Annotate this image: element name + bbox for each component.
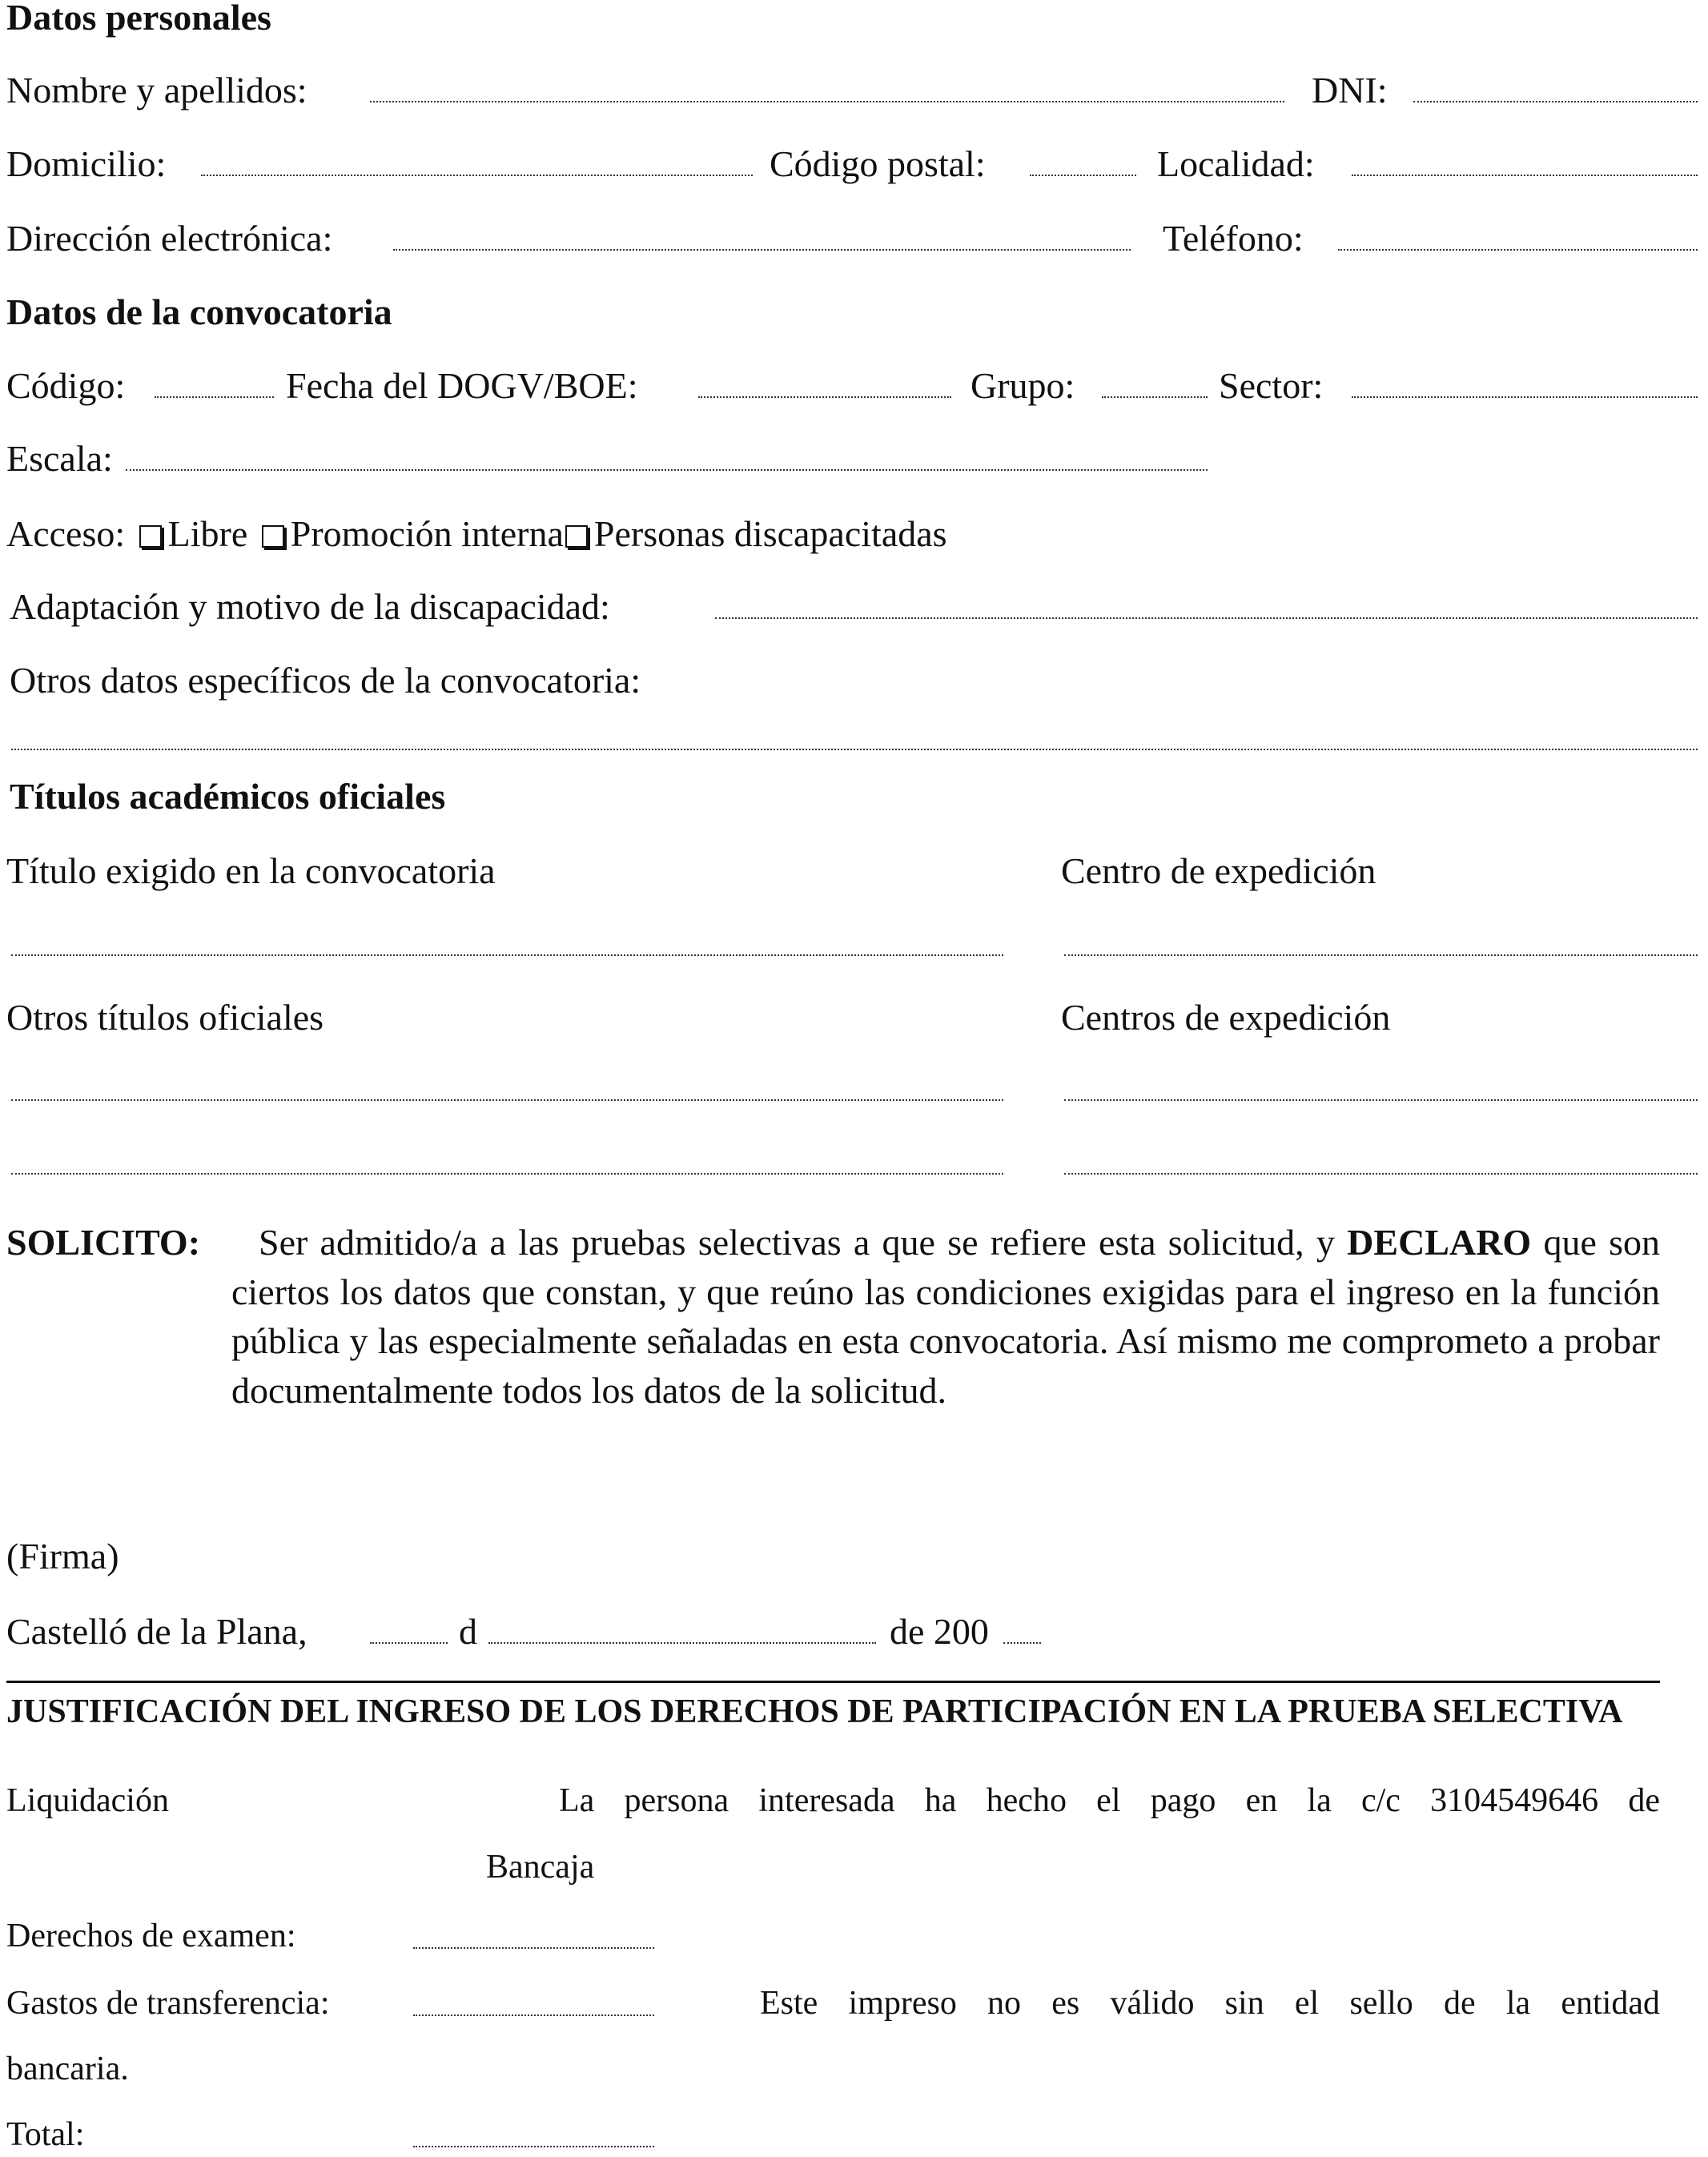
name-label: Nombre y apellidos: xyxy=(6,70,307,110)
month-field[interactable] xyxy=(488,1642,876,1644)
date-label: Fecha del DOGV/BOE: xyxy=(286,365,638,406)
other-data-field[interactable] xyxy=(11,749,1698,750)
group-label: Grupo: xyxy=(971,365,1075,406)
other-data-label: Otros datos específicos de la convocatoria: xyxy=(10,660,641,701)
year-prefix-label: de 200 xyxy=(890,1611,989,1652)
request-paragraph xyxy=(231,1218,1660,1415)
access-row xyxy=(6,512,947,556)
address-field[interactable] xyxy=(201,175,753,176)
call-heading: Datos de la convocatoria xyxy=(6,291,392,332)
personal-heading: Datos personales xyxy=(6,0,271,38)
access-libre-checkbox[interactable] xyxy=(139,525,162,548)
email-label: Dirección electrónica: xyxy=(6,218,333,259)
access-label: Acceso: xyxy=(6,513,126,554)
date-field[interactable] xyxy=(698,396,951,398)
required-title-label: Título exigido en la convocatoria xyxy=(6,850,496,891)
phone-label: Teléfono: xyxy=(1163,218,1304,259)
city-label: Localidad: xyxy=(1157,143,1315,184)
paid-text: La persona interesada ha hecho el pago en la c/c 3104549646 de xyxy=(559,1782,1660,1819)
transfer-label: Gastos de transferencia: xyxy=(6,1985,330,2022)
notice-text: Este impreso no es válido sin el sello de la entidad xyxy=(760,1985,1660,2022)
email-field[interactable] xyxy=(393,249,1131,251)
d-label: d xyxy=(459,1611,477,1652)
request-label: SOLICITO: xyxy=(6,1222,201,1263)
code-field[interactable] xyxy=(155,396,274,398)
notice-text-end: bancaria. xyxy=(6,2051,129,2087)
fees-field[interactable] xyxy=(413,1947,654,1949)
issuing-center-label: Centro de expedición xyxy=(1061,850,1376,891)
access-libre-label: Libre xyxy=(167,513,248,554)
liquidation-label: Liquidación xyxy=(6,1782,169,1819)
other-title-field-1[interactable] xyxy=(11,1099,1003,1101)
issuing-center-field[interactable] xyxy=(1064,954,1698,956)
titles-heading: Títulos académicos oficiales xyxy=(10,776,446,817)
section-divider xyxy=(6,1681,1660,1683)
scale-field[interactable] xyxy=(126,469,1208,471)
other-titles-label: Otros títulos oficiales xyxy=(6,997,324,1038)
other-center-field-2[interactable] xyxy=(1064,1173,1698,1175)
request-text-2: que son ciertos los datos que constan, y que reúno las condiciones exigidas para el ingreso en la función pública y las especialmente señaladas en esta convocatoria. Así mismo me comprometo a probar documentalmente todos los datos de la solicitud. xyxy=(231,1222,1661,1411)
fees-label: Derechos de examen: xyxy=(6,1918,296,1954)
bank-name: Bancaja xyxy=(486,1849,595,1886)
signature-label: (Firma) xyxy=(6,1536,119,1577)
declaro-label: DECLARO xyxy=(1347,1222,1532,1263)
postal-label: Código postal: xyxy=(770,143,986,184)
other-title-field-2[interactable] xyxy=(11,1173,1003,1175)
dni-label: DNI: xyxy=(1312,70,1388,110)
sector-label: Sector: xyxy=(1219,365,1324,406)
place-label: Castelló de la Plana, xyxy=(6,1611,307,1652)
postal-field[interactable] xyxy=(1030,175,1136,176)
phone-field[interactable] xyxy=(1338,249,1698,251)
code-label: Código: xyxy=(6,365,126,406)
access-discapacitadas-checkbox[interactable] xyxy=(565,525,588,548)
year-field[interactable] xyxy=(1003,1642,1041,1644)
access-promocion-label: Promoción interna xyxy=(290,513,564,554)
other-center-field-1[interactable] xyxy=(1064,1099,1698,1101)
access-promocion-checkbox[interactable] xyxy=(262,525,284,548)
day-field[interactable] xyxy=(370,1642,448,1644)
payment-heading: JUSTIFICACIÓN DEL INGRESO DE LOS DERECHOS DE PARTICIPACIÓN EN LA PRUEBA SELECTIVA xyxy=(6,1693,1623,1730)
city-field[interactable] xyxy=(1352,175,1698,176)
total-label: Total: xyxy=(6,2116,85,2153)
transfer-field[interactable] xyxy=(413,2014,654,2016)
request-text-1: Ser admitido/a a las pruebas selectivas a que se refiere esta solicitud, y xyxy=(259,1222,1348,1263)
total-field[interactable] xyxy=(413,2146,654,2147)
sector-field[interactable] xyxy=(1352,396,1698,398)
issuing-centers-label: Centros de expedición xyxy=(1061,997,1391,1038)
required-title-field[interactable] xyxy=(11,954,1003,956)
adaptation-label: Adaptación y motivo de la discapacidad: xyxy=(10,586,610,627)
adaptation-field[interactable] xyxy=(715,617,1698,619)
access-discapacitadas-label: Personas discapacitadas xyxy=(593,513,947,554)
dni-field[interactable] xyxy=(1413,101,1698,102)
name-field[interactable] xyxy=(370,101,1284,102)
address-label: Domicilio: xyxy=(6,143,167,184)
scale-label: Escala: xyxy=(6,438,113,479)
group-field[interactable] xyxy=(1102,396,1208,398)
